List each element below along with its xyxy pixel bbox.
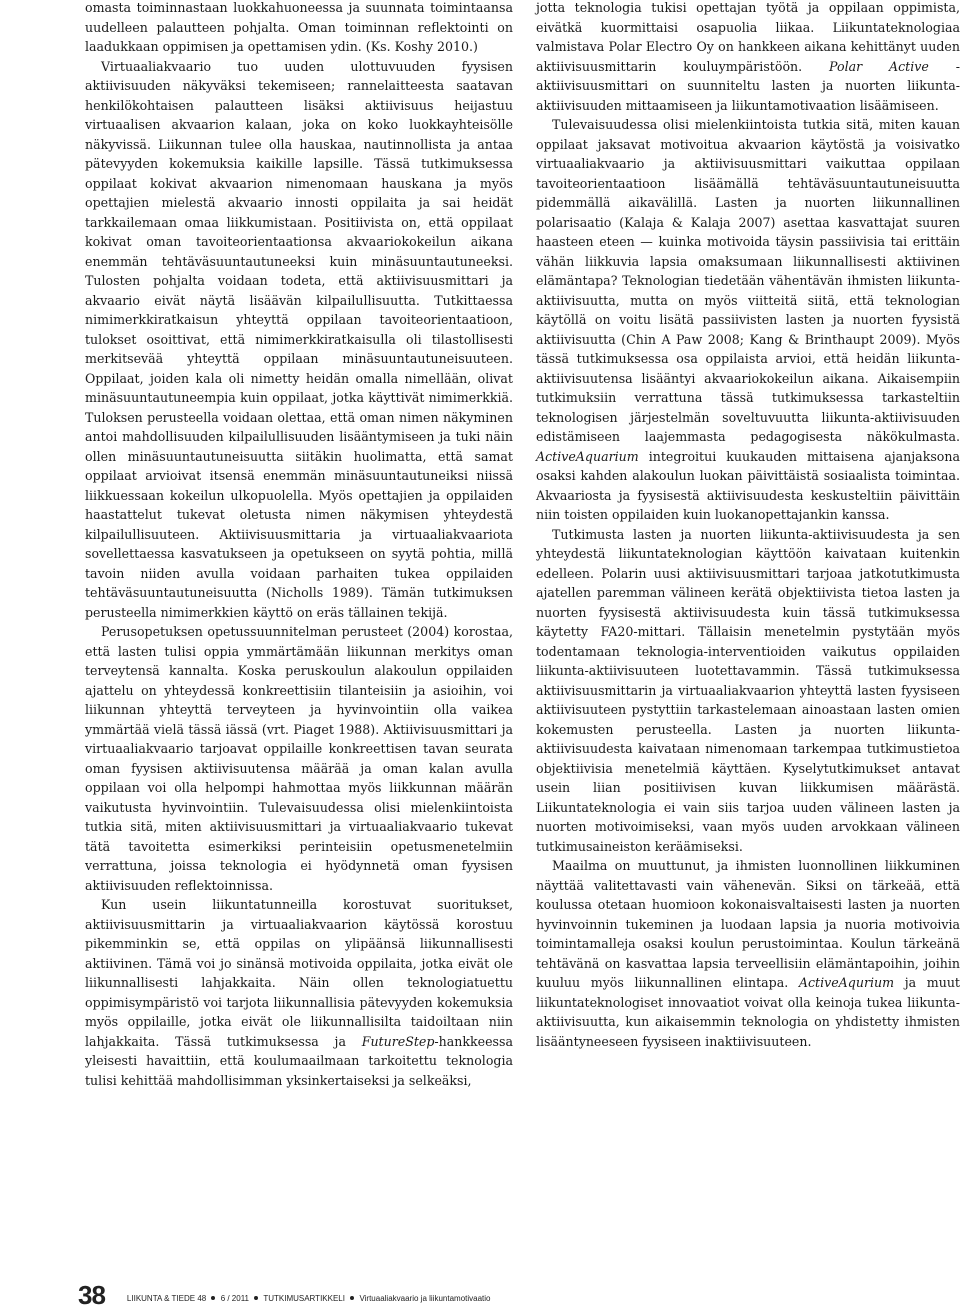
left-paragraph-4: [85, 895, 513, 1090]
left-paragraph-3: Perusopetuksen opetussuunnitelman perusteet (2004) korostaa, että lasten tulisi oppia ymmärtämään liikunnan merkitys oman terveytensä kannalta. Koska peruskoulun alakoulun oppilaiden ajattelu on yhteydessä konkreettisiin tilanteisiin ja asioihin, voi liikunnan yhteyttä terveyteen ja hyvinvointiin olla vaikea ymmärtää vielä tässä iässä (vrt. Piaget 1988). Aktiivisuusmittari ja virtuaaliakvaario tarjoavat oppilaille konkreettisen tavan seurata oman fyysisen aktiivisuutensa määrää ja oman kalan avulla oppilaan voi olla helpompi hahmottaa myös liikkunnan määrän vaikutusta hyvinvointiin. Tulevaisuudessa olisi mielenkiintoista tutkia sitä, miten aktiivisuusmittari ja virtuaaliakvaario tukevat tätä tavoitetta esimerkiksi perinteisiin opetusmenetelmiin verrattuna, joissa teknologia ei hyödynnetä oman fyysisen aktiivisuuden reflektoinnissa.: [85, 624, 513, 893]
right-paragraph-2-text-a: Tulevaisuudessa olisi mielenkiintoista tutkia sitä, miten kauan oppilaat jaksavat motivoitua akvaarion käytöstä ja voisivatko virtuaaliakvaario ja aktiivisuusmittari vaikuttaa oppilaan tavoiteorientaatioon lisäämällä tehtäväsuuntautuneisuutta pidemmällä aikavälillä. Lasten ja nuorten liikunnallinen polarisaatio (Kalaja & Kalaja 2007) asettaa kasvattajat suuren haasteen eteen — kuinka motivoida täysin passiivisia tai erittäin vähän liikkuvia lapsia omaksumaan liikunnallisesti aktiivinen elämäntapa? Teknologian tiedetään vähentävän ihmisten liikunta-aktiivisuutta, mutta on myös viitteitä siitä, että teknologian käytöllä on voitu lisätä passiivisten lasten ja nuorten fyysistä aktiivisuutta (Chin A Paw 2008; Kang & Brinthaupt 2009). Myös tässä tutkimuksessa osa oppilaista arvioi, että heidän liikunta-aktiivisuutensa lisääntyi akvaariokokeilun aikana. Aikaisempiin tutkimuksiin verrattuna tässä tutkimuksessa tarkasteltiin teknologisen järjestelmän soveltuvuutta liikunta-aktiivisuuden edistämiseen laajemmasta pedagogisesta näkökulmasta.: [536, 117, 960, 444]
right-paragraph-4-text-a: Maailma on muuttunut, ja ihmisten luonnollinen liikkuminen näyttää valitettavasti vain vähenevän. Siksi on tärkeää, että koulussa otetaan huomioon kokonaisvaltaisesti lasten ja nuorten hyvinvoinnin tukeminen ja luodaan lapsia ja nuoria motivoivia toimintamalleja osaksi koulun perustoimintaa. Koulun tärkeänä tehtävänä on kasvattaa lapsia terveellisiin elämäntapoihin, joihin kuuluu myös liikunnallinen elintapa.: [536, 858, 960, 990]
right-paragraph-4-text-b: ja muut liikuntateknologiset innovaatiot voivat olla keinoja tukea liikunta-aktiivisuutta, kun aikaisemmin teknologia on yhdistetty ihmisten lisääntyneeseen fyysiseen inaktiivisuuteen.: [536, 975, 960, 1049]
left-paragraph-1: omasta toiminnastaan luokkahuoneessa ja suunnata toimintaansa uudelleen palautteen pohjalta. Oman toiminnan reflektointi on laadukkaan oppimisen ja opettamisen ydin. (Ks. Koshy 2010.): [85, 0, 513, 54]
left-paragraph-4-text-b: -hankkeessa yleisesti havaittiin, että koulumaailmaan tarkoitettu teknologia tulisi kehittää mahdollisimman yksinkertaiseksi ja selkeäksi,: [85, 1033, 513, 1088]
page-footer: [78, 1282, 490, 1308]
footer-running-head: [127, 1294, 491, 1304]
footer-section: TUTKIMUSARTIKKELI: [263, 1294, 345, 1303]
left-paragraph-4-text-a: Kun usein liikuntatunneilla korostuvat suoritukset, aktiivisuusmittarin ja virtuaaliakvaarion käytössä korostuu pikemminkin se, että oppilas on ylipäänsä liikunnallisesti aktiivinen. Tämä voi jo sinänsä motivoida oppilaita, jotka eivät ole liikunnallisesti lahjakkaita. Näin ollen teknologiatuettu oppimisympäristö voi tarjota liikunnallisia pätevyyden kokemuksia myös oppilaille, jotka eivät ole liikunnallisilta taidoiltaan niin lahjakkaita. Tässä tutkimuksessa ja: [85, 897, 513, 1049]
right-paragraph-1-text-a: jotta teknologia tukisi opettajan työtä ja oppilaan oppimista, eivätkä kuormittaisi osapuolia liikaa. Liikuntateknologiaa valmistava Polar Electro Oy on hankkeen aikana kehittänyt uuden aktiivisuusmittarin kouluympäristöön.: [536, 0, 960, 74]
right-paragraph-4: [536, 856, 960, 1051]
right-paragraph-3: Tutkimusta lasten ja nuorten liikunta-aktiivisuudesta ja sen yhteydestä liikuntateknologian käyttöön kaivataan kuitenkin edelleen. Polarin uusi aktiivisuusmittari tarjoaa jatkotutkimusta ajatellen paremman välineen kerätä objektiivista tietoa lasten ja nuorten fyysisestä aktiivisuudesta kuin tässä tutkimuksessa käytetty FA20-mittari. Tällaisin menetelmin pystytään myös todentamaan teknologia-interventioiden vaikutus oppilaiden liikunta-aktiivisuuteen luotettavammin. Tässä tutkimuksessa aktiivisuusmittarin ja virtuaaliakvaarion yhteyttä lasten fyysiseen aktiivisuuteen pystyttiin tarkastelemaan ainoastaan lasten omien kokemusten perusteella. Lasten ja nuorten liikunta-aktiivisuudesta kaivataan nimenomaan tarkempaa tutkimustietoa objektiivisia menetelmiä käyttäen. Kyselytutkimukset antavat usein liian positiivisen kuvan liikkumisen määrästä. Liikuntateknologia ei vain siis tarjoa uuden välineen lasten ja nuorten motivoimiseksi, vaan myös uuden arvokkaan välineen tutkimusaineiston keräämiseksi.: [536, 526, 960, 854]
footer-magazine: LIIKUNTA & TIEDE 48: [126, 1294, 207, 1303]
footer-article: Virtuaaliakvaario ja liikuntamotivaatio: [359, 1294, 491, 1303]
page-number: 38: [78, 1280, 105, 1310]
right-paragraph-2: [536, 115, 960, 525]
right-paragraph-1: [536, 0, 960, 115]
left-paragraph-4-emphasis: FutureStep: [361, 1033, 435, 1049]
bullet-icon: [254, 1296, 258, 1300]
bullet-icon: [211, 1296, 215, 1300]
right-paragraph-2-emphasis: ActiveAquarium: [536, 448, 639, 464]
right-paragraph-2-text-b: integroitui kuukauden mittaisena ajanjaksona osaksi kahden alakoulun luokan päivittäistä sosiaalista toimintaa. Akvaariosta ja fyysisestä aktiivisuudesta keskusteltiin päivittäin niin toisten oppilaiden kuin luokanopettajankin kanssa.: [536, 448, 960, 522]
right-paragraph-1-text-b: -aktiivisuusmittari on suunniteltu lasten ja nuorten liikunta-aktiivisuuden mittaamiseen ja liikuntamotivaation lisäämiseen.: [536, 58, 960, 113]
footer-issue: 6 / 2011: [220, 1294, 250, 1303]
right-column: [536, 0, 960, 1051]
left-paragraph-2: Virtuaaliakvaario tuo uuden ulottuvuuden fyysisen aktiivisuuden näkyväksi tekemiseen; rannelaitteesta saatavan henkilökohtaisen palautteen lisäksi aktiivisuus heijastuu virtuaalisen akvaarion kalaan, joka on koko luokkayhteisölle näkyvissä. Liikunnan tulee olla hauskaa, nautinnollista ja antaa pätevyyden kokemuksia kaikille lapsille. Tässä tutkimuksessa oppilaat kokivat akvaarion nimenomaan hauskana ja myös opettajien mielestä akvaario innosti oppilaita ja sai heidät tarkkailemaan omaa liikkumistaan. Positiivista on, että oppilaat kokivat oman tavoiteorientaationsa akvaariokokeilun aikana enemmän tehtäväsuuntautuneeksi kuin minäsuuntautuneeksi. Tulosten pohjalta voidaan todeta, että aktiivisuusmittari ja akvaario eivät näytä lisäävän kilpailullisuutta. Tutkittaessa nimimerkkiratkaisun yhteyttä oppilaan tavoiteorientaatioon, tulokset osoittivat, että nimimerkkiratkaisulla oli tilastollisesti merkitsevää yhteyttä oppilaan minäsuuntautuneisuuteen. Oppilaat, joiden kala oli nimetty heidän omalla nimellään, olivat minäsuuntautuneempia kuin oppilaat, jotka käyttivät nimimerkkiä. Tuloksen perusteella voidaan olettaa, että oman nimen näkyminen antoi mahdollisuuden kilpailullisuuden lisääntymiseen ja tuki näin ollen minäsuuntautuneisuutta siitäkin huolimatta, että samat oppilaat arvioivat itsensä enemmän minäsuuntautuneiksi niissä liikkuessaan kokeilun ulkopuolella. Myös opettajien ja oppilaiden haastattelut tukevat oletusta nimen näkymisen yhteydestä kilpailullisuuteen. Aktiivisuusmittaria ja virtuaaliakvaariota sovellettaessa kasvatukseen ja opetukseen on syytä pohtia, millä tavoin niiden avulla voidaan parhaiten tukea oppilaiden tehtäväsuuntautuneisuutta (Nicholls 1989). Tämän tutkimuksen perusteella nimimerkkien käyttö on eräs tällainen tekijä.: [85, 58, 513, 620]
right-paragraph-1-emphasis: Polar Active: [829, 58, 929, 74]
bullet-icon: [350, 1296, 354, 1300]
left-column: [85, 0, 513, 1090]
right-paragraph-4-emphasis: ActiveAqurium: [798, 975, 895, 990]
